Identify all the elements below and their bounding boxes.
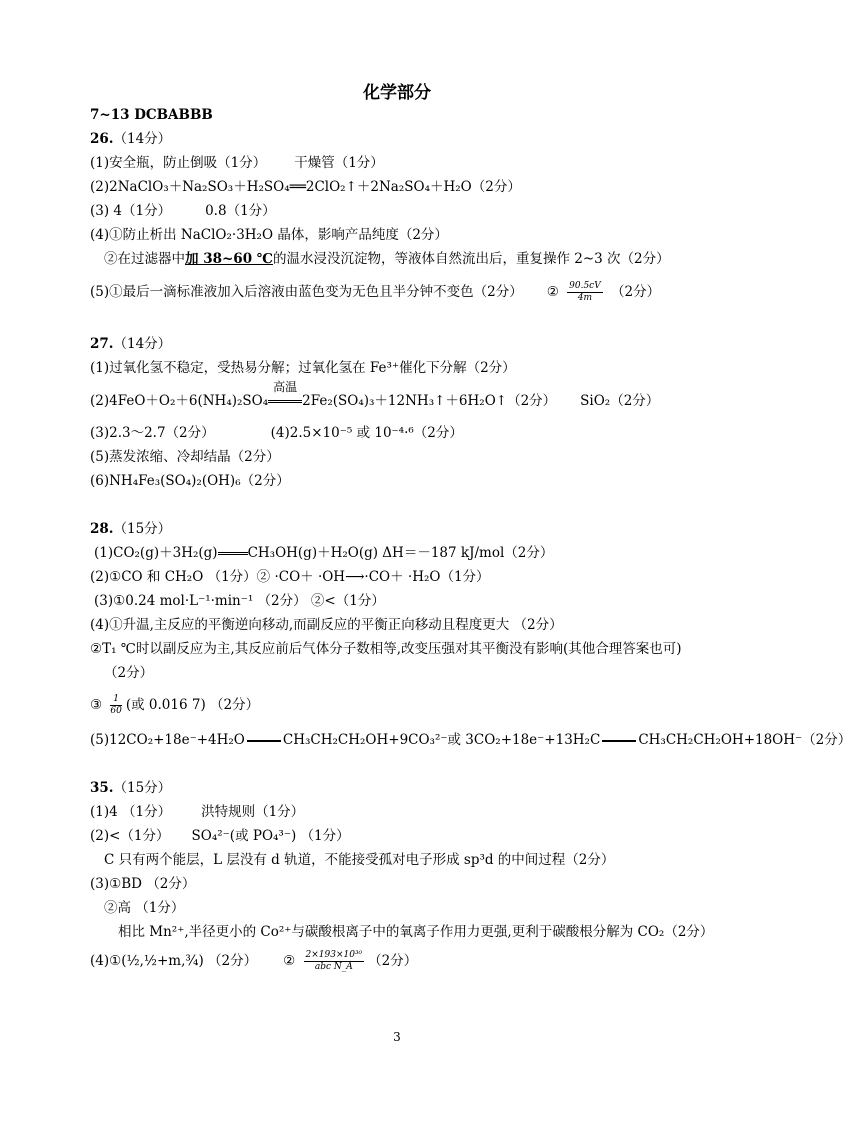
q26-line-2: (2)2NaClO₃＋Na₂SO₃＋H₂SO₄══2ClO₂↑＋2Na₂SO₄＋H₂O（2分） bbox=[90, 179, 521, 195]
q26-answer-5c: 的温水浸没沉淀物，等液体自然流出后，重复操作 2~3 次（2分） bbox=[272, 251, 670, 267]
q26-fraction bbox=[567, 281, 603, 304]
equilibrium-arrow bbox=[218, 552, 248, 555]
q35-answer-1b: 洪特规则（1分） bbox=[201, 804, 305, 820]
q28-answer-8b: CH₃CH₂CH₂OH+9CO₃²⁻或 3CO₂+18e⁻+13H₂C bbox=[282, 732, 601, 748]
q27-line-2 bbox=[90, 380, 660, 410]
q35-line-5: ②高 （1分） bbox=[104, 900, 185, 916]
q27-answer-2a: (2)4FeO＋O₂＋6(NH₄)₂SO₄ bbox=[90, 393, 269, 409]
q28-line-6: （2分） bbox=[104, 665, 154, 681]
q26-score: （14分） bbox=[113, 131, 172, 147]
condition-label: 高温 bbox=[273, 380, 298, 394]
q26-line-6 bbox=[90, 281, 660, 304]
q27-line-3 bbox=[90, 424, 463, 442]
q26-line-3 bbox=[90, 202, 276, 220]
q27-line-1: (1)过氧化氢不稳定，受热易分解；过氧化氢在 Fe³⁺催化下分解（2分） bbox=[90, 360, 516, 376]
q27-answer-3: (3)2.3～2.7（2分） bbox=[90, 425, 215, 441]
q28-line-4: (4)①升温,主反应的平衡逆向移动,而副反应的平衡正向移动且程度更大 （2分） bbox=[90, 617, 563, 633]
q35-fraction-denominator: abc N_A bbox=[314, 962, 353, 972]
q26-answer-6c: （2分） bbox=[611, 284, 661, 300]
q28-answer-7a: ③ bbox=[90, 697, 103, 713]
q35-line-6: 相比 Mn²⁺,半径更小的 Co²⁺与碳酸根离子中的氧离子作用力更强,更利于碳酸根分解为 CO₂（2分） bbox=[118, 924, 714, 940]
q26-line-4: (4)①防止析出 NaClO₂·3H₂O 晶体，影响产品纯度（2分） bbox=[90, 227, 448, 243]
q26-fraction-numerator: 90.5cV bbox=[569, 281, 601, 291]
q35-line-3: C 只有两个能层，L 层没有 d 轨道，不能接受孤对电子形成 sp³d 的中间过程（2分） bbox=[104, 852, 615, 868]
q28-answer-8c: CH₃CH₂CH₂OH+18OH⁻（2分） bbox=[638, 732, 851, 748]
q27-header bbox=[90, 335, 171, 353]
q28-answer-1b: CH₃OH(g)＋H₂O(g) ΔH＝－187 kJ/mol（2分） bbox=[247, 545, 554, 561]
q26-answer-5b-highlight: 加 38~60 ℃ bbox=[185, 251, 273, 267]
q27-answer-2b: 2Fe₂(SO₄)₃＋12NH₃↑＋6H₂O↑（2分） bbox=[302, 393, 557, 409]
q26-answer-1b: 干燥管（1分） bbox=[294, 155, 384, 171]
q28-answer-1a: (1)CO₂(g)＋3H₂(g) bbox=[94, 545, 218, 561]
q26-answer-6b: ② bbox=[546, 284, 559, 300]
q35-answer-1a: (1)4 （1分） bbox=[90, 804, 172, 820]
page-number: 3 bbox=[393, 1030, 401, 1044]
q35-answer-7c: （2分） bbox=[368, 953, 418, 969]
q35-line-2 bbox=[90, 827, 350, 845]
q27-score: （14分） bbox=[113, 336, 172, 352]
answers-7-13: 7~13 DCBABBB bbox=[90, 107, 213, 123]
q35-number: 35. bbox=[90, 780, 114, 796]
q26-answer-5a: ②在过滤器中 bbox=[104, 251, 185, 267]
q28-fraction-denominator: 60 bbox=[110, 706, 122, 716]
q28-line-7 bbox=[90, 694, 259, 717]
q28-line-3: (3)①0.24 mol·L⁻¹·min⁻¹ （2分） ②<（1分） bbox=[94, 593, 385, 609]
reaction-bar-2 bbox=[602, 740, 636, 742]
q35-fraction bbox=[304, 950, 365, 973]
q27-line-4: (5)蒸发浓缩、冷却结晶（2分） bbox=[90, 449, 280, 465]
q28-line-2: (2)①CO 和 CH₂O （1分）② ·CO＋ ·OH⟶·CO＋ ·H₂O（1分） bbox=[90, 569, 490, 585]
q28-answer-7b: (或 0.016 7) （2分） bbox=[125, 697, 260, 713]
q28-score: （15分） bbox=[113, 521, 172, 537]
q28-fraction-numerator: 1 bbox=[110, 694, 121, 706]
q28-line-8 bbox=[90, 731, 851, 749]
high-temp-condition bbox=[268, 380, 302, 410]
q28-fraction bbox=[110, 694, 121, 717]
q26-line-1 bbox=[90, 154, 384, 172]
q27-answer-2c: SiO₂（2分） bbox=[580, 393, 660, 409]
page-title: 化学部分 bbox=[363, 83, 431, 103]
q35-answer-7a: (4)①(½,½+m,¾) （2分） bbox=[90, 953, 258, 969]
q26-answer-3b: 0.8（1分） bbox=[205, 203, 276, 219]
q35-score: （15分） bbox=[113, 780, 172, 796]
q26-number: 26. bbox=[90, 131, 114, 147]
q26-line-5 bbox=[104, 250, 670, 268]
q26-answer-3a: (3) 4（1分） bbox=[90, 203, 172, 219]
q35-answer-2b: SO₄²⁻(或 PO₄³⁻) （1分） bbox=[191, 828, 350, 844]
q35-answer-7b: ② bbox=[283, 953, 296, 969]
q26-answer-6a: (5)①最后一滴标准液加入后溶液由蓝色变为无色且半分钟不变色（2分） bbox=[90, 284, 523, 300]
q28-answer-8a: (5)12CO₂+18e⁻+4H₂O bbox=[90, 732, 245, 748]
q26-answer-1a: (1)安全瓶，防止倒吸（1分） bbox=[90, 155, 267, 171]
q35-line-1 bbox=[90, 803, 304, 821]
q35-header bbox=[90, 779, 171, 797]
q27-number: 27. bbox=[90, 336, 114, 352]
q26-header bbox=[90, 130, 171, 148]
q28-line-1 bbox=[94, 544, 553, 562]
q35-answer-2a: (2)<（1分） bbox=[90, 828, 170, 844]
q27-line-5: (6)NH₄Fe₃(SO₄)₂(OH)₆（2分） bbox=[90, 473, 290, 489]
q35-line-4: (3)①BD （2分） bbox=[90, 876, 196, 892]
q35-line-7 bbox=[90, 950, 417, 973]
q28-number: 28. bbox=[90, 521, 114, 537]
q26-fraction-denominator: 4m bbox=[577, 293, 593, 303]
q28-line-5: ②T₁ ℃时以副反应为主,其反应前后气体分子数相等,改变压强对其平衡没有影响(其他合理答案也可) bbox=[90, 641, 682, 657]
q27-answer-4: (4)2.5×10⁻⁵ 或 10⁻⁴·⁶（2分） bbox=[270, 425, 463, 441]
reaction-bar-1 bbox=[247, 740, 281, 742]
q35-fraction-numerator: 2×193×10³⁰ bbox=[305, 950, 363, 960]
q28-header bbox=[90, 520, 171, 538]
